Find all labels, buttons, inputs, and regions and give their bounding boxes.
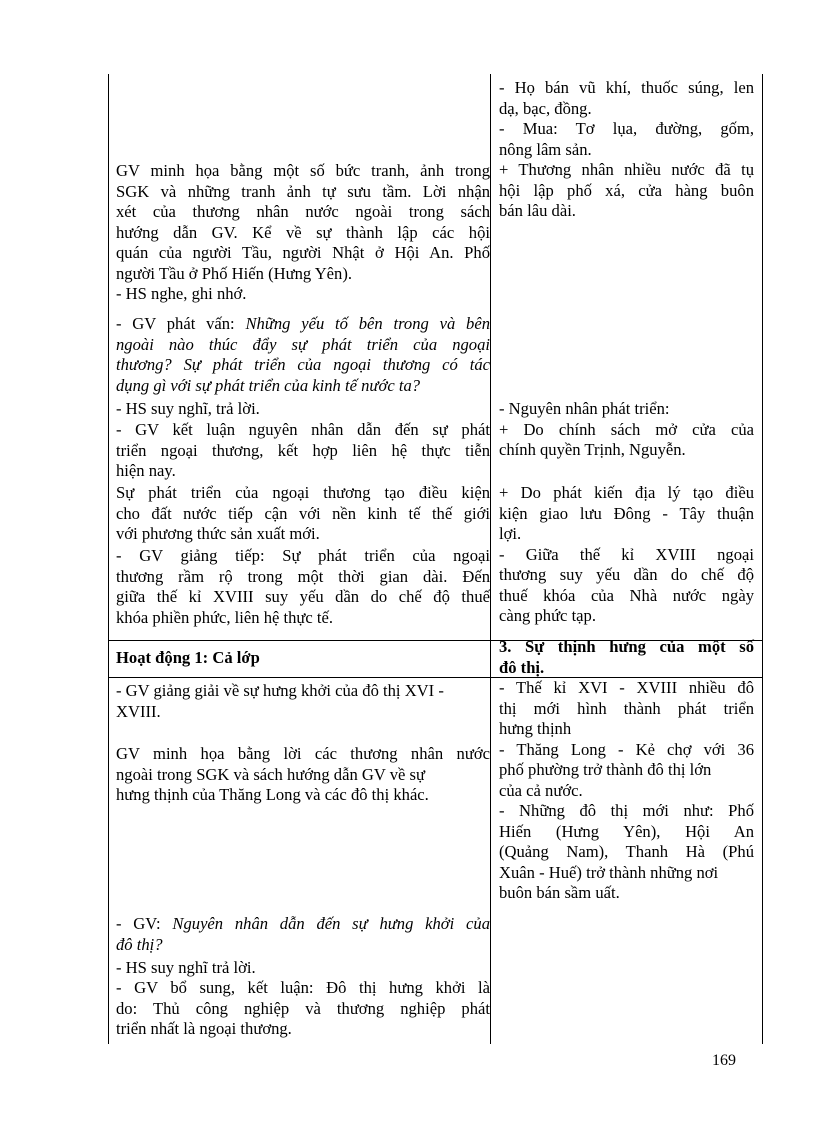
left-trade-development [116, 483, 490, 545]
text-line: hưng thịnh của Thăng Long và các đô thị khác. [116, 785, 429, 804]
text-line: giữa thế kỉ XVIII suy yếu dần do chế độ thuế [116, 587, 490, 606]
text-line: Xuân - Huế) trở thành những nơi [499, 862, 719, 882]
text-line: - GV kết luận nguyên nhân dẫn đến sự phát [116, 420, 490, 439]
text-line: thị mới hình thành phát triển [499, 698, 754, 718]
left-illustration-words [116, 744, 490, 806]
text-line: hưng thịnh [499, 719, 572, 738]
right-causes [499, 399, 754, 461]
text-line: GV minh họa bằng lời các thương nhân nước [116, 744, 490, 763]
text-line: đô thị. [499, 657, 545, 677]
left-hs-listen [116, 284, 490, 305]
text-line: triển ngoại thương, kết hợp liên hệ thực tiễn [116, 440, 490, 460]
section-heading [499, 637, 754, 678]
text-line: - Thế kỉ XVI - XVIII nhiều đô [499, 678, 754, 697]
text-line: hội lập phố xá, cửa hàng buôn [499, 180, 754, 200]
text-line: thương rầm rộ trong một thời gian dài. Đến [116, 566, 490, 586]
question-text: Nguyên nhân dẫn đến sự hưng khởi của [172, 914, 490, 933]
text-line: - GV giảng tiếp: Sự phát triển của ngoại [116, 546, 490, 565]
text-line: - HS nghe, ghi nhớ. [116, 284, 247, 303]
left-gv-lecture [116, 546, 490, 628]
text-line: Hoạt động 1: Cả lớp [116, 648, 260, 667]
text-line: dạ, bạc, đồng. [499, 98, 592, 118]
text-line: - HS suy nghĩ trả lời. [116, 958, 256, 977]
text-line: thương suy yếu dần do chế độ [499, 565, 754, 584]
right-causes-2 [499, 483, 754, 627]
text-prefix: - GV: [116, 914, 173, 933]
text-line: - Họ bán vũ khí, thuốc súng, len [499, 78, 754, 97]
text-line: chính quyền Trịnh, Nguyễn. [499, 440, 686, 459]
left-hs-answer [116, 399, 490, 420]
text-line: triển nhất là ngoại thương. [116, 1019, 292, 1038]
text-line: + Thương nhân nhiều nước đã tụ [499, 160, 754, 179]
left-gv-conclusion [116, 420, 490, 482]
text-line: - Mua: Tơ lụa, đường, gốm, [499, 119, 754, 138]
text-line: quán của người Tầu, người Nhật ở Hội An. Phố [116, 243, 490, 262]
text-line: hiện nay. [116, 461, 176, 480]
text-line: Sự phát triển của ngoại thương tạo điều kiện [116, 483, 490, 502]
activity-heading [116, 648, 490, 669]
left-gv-explain [116, 681, 490, 722]
text-line: Hiến (Hưng Yên), Hội An [499, 821, 754, 841]
text-line: hướng dẫn GV. Kể về sự thành lập các hội [116, 222, 490, 242]
left-hs-think [116, 958, 490, 979]
left-gv-question [116, 314, 490, 396]
table-right-border [762, 74, 763, 1044]
left-gv-conclusion-2 [116, 978, 490, 1040]
text-line: phố phường trở thành đô thị lớn [499, 760, 712, 779]
text-line: cho đất nước tiếp cận với nền kinh tế thế giới [116, 503, 490, 523]
text-line: - HS suy nghĩ, trả lời. [116, 399, 260, 418]
question-text: ngoài nào thúc đẩy sự phát triển của ngoại [116, 334, 490, 354]
question-text: Những yếu tố bên trong và bên [245, 314, 490, 333]
text-line: người Tầu ở Phố Hiến (Hưng Yên). [116, 263, 353, 283]
text-line: nông lâm sản. [499, 139, 592, 159]
right-urban-development [499, 678, 754, 904]
text-line: - Những đô thị mới như: Phố [499, 801, 754, 820]
text-line: - GV giảng giải về sự hưng khởi của đô thị XVI - [116, 681, 444, 700]
text-line: bán lâu dài. [499, 201, 576, 220]
right-trade-goods [499, 78, 754, 222]
text-prefix: - GV phát vấn: [116, 314, 246, 333]
text-line: với phương thức sản xuất mới. [116, 524, 320, 543]
table-column-divider [490, 74, 491, 1044]
question-text: thương? Sự phát triển của ngoại thương có tác [116, 355, 490, 374]
text-line: XVIII. [116, 701, 161, 721]
question-text: dụng gì với sự phát triển của kinh tế nước ta? [116, 375, 421, 395]
left-gv-question-2 [116, 914, 490, 955]
text-line: buôn bán sầm uất. [499, 883, 620, 902]
text-line: thuế khóa của Nhà nước ngày [499, 585, 754, 605]
text-line: - Giữa thế kỉ XVIII ngoại [499, 544, 754, 564]
page-number: 169 [712, 1052, 736, 1069]
text-line: GV minh họa bằng một số bức tranh, ảnh trong [116, 161, 490, 180]
text-line: - Nguyên nhân phát triển: [499, 399, 670, 418]
text-line: + Do chính sách mở cửa của [499, 419, 754, 439]
text-line: SGK và những tranh ảnh tự sưu tầm. Lời nhận [116, 181, 490, 201]
text-line: xét của thương nhân nước ngoài trong sách [116, 202, 490, 221]
text-line: của cả nước. [499, 780, 583, 800]
table-left-border [108, 74, 109, 1044]
text-line: 3. Sự thịnh hưng của một số [499, 637, 754, 656]
text-line: kiện giao lưu Đông - Tây thuận [499, 503, 754, 523]
text-line: do: Thủ công nghiệp và thương nghiệp phát [116, 998, 490, 1018]
text-line: khóa phiền phức, liên hệ thực tế. [116, 607, 334, 627]
text-line: + Do phát kiến địa lý tạo điều [499, 483, 754, 502]
text-line: - Thăng Long - Kẻ chợ với 36 [499, 739, 754, 759]
left-paragraph-illustration [116, 161, 490, 284]
text-line: - GV bổ sung, kết luận: Đô thị hưng khởi là [116, 978, 490, 997]
text-line: lợi. [499, 524, 522, 543]
text-line: ngoài trong SGK và sách hướng dẫn GV về sự [116, 764, 425, 784]
text-line: càng phức tạp. [499, 606, 596, 625]
content-table [108, 74, 763, 1044]
question-text: đô thị? [116, 934, 163, 954]
text-line: (Quảng Nam), Thanh Hà (Phú [499, 842, 754, 861]
